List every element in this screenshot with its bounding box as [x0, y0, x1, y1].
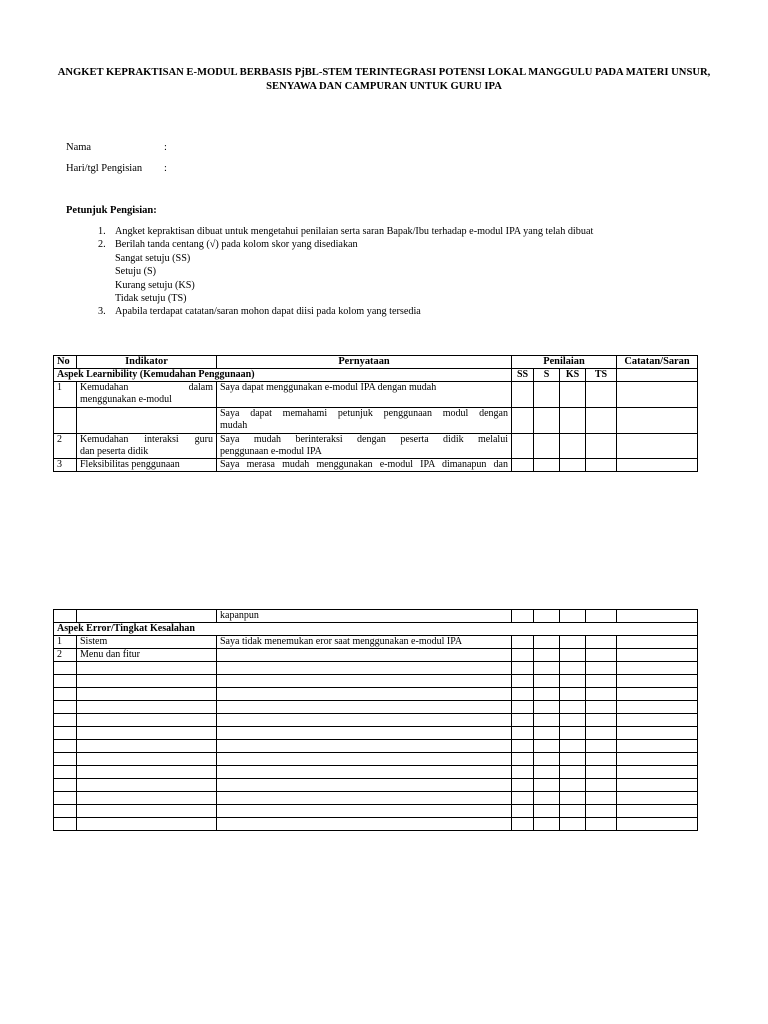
penilaian-header: Penilaian	[512, 356, 617, 369]
row-number	[54, 818, 77, 831]
empty-table-row	[54, 792, 698, 805]
ss-cell[interactable]	[512, 753, 534, 766]
empty-table-row	[54, 688, 698, 701]
ts-cell[interactable]	[586, 792, 617, 805]
catatan-cell[interactable]	[617, 740, 698, 753]
section-learnability: Aspek Learnibility (Kemudahan Penggunaan)	[54, 369, 512, 382]
pernyataan-cell	[217, 792, 512, 805]
catatan-cell[interactable]	[617, 779, 698, 792]
ts-cell[interactable]	[586, 434, 617, 459]
row-number	[54, 662, 77, 675]
ts-cell[interactable]	[586, 701, 617, 714]
catatan-cell[interactable]	[617, 408, 698, 434]
pernyataan-cell	[217, 753, 512, 766]
row-number: 1	[54, 382, 77, 408]
instructions-list	[66, 225, 746, 319]
ts-cell[interactable]	[586, 649, 617, 662]
catatan-cell[interactable]	[617, 766, 698, 779]
row-number	[54, 714, 77, 727]
ks-cell[interactable]	[560, 662, 586, 675]
questionnaire-table-part1	[53, 355, 698, 472]
row-number	[54, 779, 77, 792]
table-row	[54, 408, 698, 434]
ts-cell[interactable]	[586, 636, 617, 649]
catatan-cell[interactable]	[617, 459, 698, 472]
ss-cell[interactable]	[512, 688, 534, 701]
row-number	[54, 805, 77, 818]
ts-cell[interactable]	[586, 753, 617, 766]
row-number	[54, 675, 77, 688]
ss-cell[interactable]	[512, 408, 534, 434]
catatan-cell[interactable]	[617, 610, 698, 623]
ss-cell[interactable]	[512, 675, 534, 688]
ks-header: KS	[560, 369, 586, 382]
ks-cell[interactable]	[560, 714, 586, 727]
pernyataan-cell	[217, 779, 512, 792]
empty-table-row	[54, 701, 698, 714]
ss-cell[interactable]	[512, 434, 534, 459]
pernyataan-cell	[217, 701, 512, 714]
pernyataan-cell	[217, 727, 512, 740]
tanggal-field	[66, 163, 167, 174]
s-cell[interactable]	[534, 662, 560, 675]
table-row	[54, 382, 698, 408]
ts-cell[interactable]	[586, 779, 617, 792]
catatan-cell[interactable]	[617, 649, 698, 662]
instructions-heading: Petunjuk Pengisian:	[66, 205, 157, 216]
row-number: 3	[54, 459, 77, 472]
ts-cell[interactable]	[586, 727, 617, 740]
s-cell[interactable]	[534, 727, 560, 740]
ks-cell[interactable]	[560, 805, 586, 818]
section-row	[54, 369, 698, 382]
s-cell[interactable]	[534, 714, 560, 727]
indikator-cell	[77, 610, 217, 623]
ts-cell[interactable]	[586, 805, 617, 818]
page-title: ANGKET KEPRAKTISAN E-MODUL BERBASIS PjBL-STEM TERINTEGRASI POTENSI LOKAL MANGGULU PADA MATERI UNSUR, SENYAWA DAN CAMPURAN UNTUK GURU IPA	[57, 67, 711, 92]
pernyataan-cell	[217, 662, 512, 675]
no-header: No	[54, 356, 77, 369]
indikator-cell	[77, 766, 217, 779]
pernyataan-header: Pernyataan	[217, 356, 512, 369]
ks-cell[interactable]	[560, 610, 586, 623]
ss-cell[interactable]	[512, 779, 534, 792]
empty-table-row	[54, 727, 698, 740]
indikator-cell	[77, 714, 217, 727]
tanggal-label: Hari/tgl Pengisian	[66, 163, 143, 174]
s-cell[interactable]	[534, 459, 560, 472]
pernyataan-cell: Saya mudah berinteraksi dengan peserta didik melalui penggunaan e-modul IPA	[217, 434, 512, 459]
catatan-cell[interactable]	[617, 382, 698, 408]
ks-cell[interactable]	[560, 459, 586, 472]
instruction-item: Setuju (S)	[115, 266, 157, 278]
ks-cell[interactable]	[560, 382, 586, 408]
section-error: Aspek Error/Tingkat Kesalahan	[54, 623, 698, 636]
pernyataan-cell: Saya tidak menemukan eror saat menggunakan e-modul IPA	[217, 636, 512, 649]
s-cell[interactable]	[534, 740, 560, 753]
pernyataan-cell	[217, 740, 512, 753]
indikator-cell: Sistem	[77, 636, 217, 649]
s-cell[interactable]	[534, 792, 560, 805]
catatan-cell[interactable]	[617, 701, 698, 714]
pernyataan-cell	[217, 714, 512, 727]
indikator-cell	[77, 408, 217, 434]
instruction-item: 2. Berilah tanda centang (√) pada kolom skor yang disediakan	[98, 239, 358, 251]
ts-cell[interactable]	[586, 459, 617, 472]
s-cell[interactable]	[534, 766, 560, 779]
s-cell[interactable]	[534, 818, 560, 831]
instruction-item: 3. Apabila terdapat catatan/saran mohon dapat diisi pada kolom yang tersedia	[98, 306, 421, 318]
ss-cell[interactable]	[512, 459, 534, 472]
pernyataan-cell	[217, 675, 512, 688]
ss-cell[interactable]	[512, 792, 534, 805]
indikator-cell	[77, 675, 217, 688]
ts-cell[interactable]	[586, 610, 617, 623]
table-row	[54, 459, 698, 472]
ss-cell[interactable]	[512, 649, 534, 662]
indikator-cell	[77, 740, 217, 753]
s-cell[interactable]	[534, 688, 560, 701]
s-cell[interactable]	[534, 753, 560, 766]
catatan-cell[interactable]	[617, 434, 698, 459]
row-number: 2	[54, 434, 77, 459]
empty-table-row	[54, 753, 698, 766]
indikator-cell	[77, 818, 217, 831]
s-cell[interactable]	[534, 434, 560, 459]
ks-cell[interactable]	[560, 792, 586, 805]
ts-cell[interactable]	[586, 740, 617, 753]
indikator-cell	[77, 727, 217, 740]
nama-colon: :	[164, 142, 167, 153]
row-number	[54, 701, 77, 714]
empty-table-row	[54, 766, 698, 779]
pernyataan-cell	[217, 805, 512, 818]
catatan-cell[interactable]	[617, 818, 698, 831]
row-number	[54, 753, 77, 766]
ks-cell[interactable]	[560, 740, 586, 753]
pernyataan-cell	[217, 649, 512, 662]
s-cell[interactable]	[534, 649, 560, 662]
ts-cell[interactable]	[586, 675, 617, 688]
empty-table-row	[54, 818, 698, 831]
ss-header: SS	[512, 369, 534, 382]
pernyataan-cell	[217, 818, 512, 831]
ss-cell[interactable]	[512, 636, 534, 649]
ss-cell[interactable]	[512, 740, 534, 753]
row-number	[54, 740, 77, 753]
s-cell[interactable]	[534, 382, 560, 408]
ss-cell[interactable]	[512, 610, 534, 623]
table-header-row	[54, 356, 698, 369]
pernyataan-cell: Saya dapat menggunakan e-modul IPA dengan mudah	[217, 382, 512, 408]
ss-cell[interactable]	[512, 662, 534, 675]
catatan-cell[interactable]	[617, 753, 698, 766]
instruction-item: Kurang setuju (KS)	[115, 279, 195, 291]
ss-cell[interactable]	[512, 382, 534, 408]
indikator-cell	[77, 792, 217, 805]
instruction-item: Tidak setuju (TS)	[115, 293, 187, 305]
ks-cell[interactable]	[560, 766, 586, 779]
catatan-header: Catatan/Saran	[617, 356, 698, 369]
pernyataan-cell: Saya dapat memahami petunjuk penggunaan modul dengan mudah	[217, 408, 512, 434]
ts-cell[interactable]	[586, 766, 617, 779]
ss-cell[interactable]	[512, 727, 534, 740]
row-number	[54, 408, 77, 434]
empty-table-row	[54, 675, 698, 688]
ks-cell[interactable]	[560, 701, 586, 714]
ks-cell[interactable]	[560, 779, 586, 792]
s-cell[interactable]	[534, 408, 560, 434]
ss-cell[interactable]	[512, 818, 534, 831]
catatan-cell[interactable]	[617, 662, 698, 675]
table-row	[54, 434, 698, 459]
ks-cell[interactable]	[560, 753, 586, 766]
blank-rows	[54, 662, 698, 831]
s-cell[interactable]	[534, 779, 560, 792]
catatan-cell[interactable]	[617, 805, 698, 818]
ks-cell[interactable]	[560, 649, 586, 662]
s-cell[interactable]	[534, 701, 560, 714]
row-number: 2	[54, 649, 77, 662]
ks-cell[interactable]	[560, 727, 586, 740]
catatan-cell[interactable]	[617, 714, 698, 727]
ts-cell[interactable]	[586, 714, 617, 727]
ss-cell[interactable]	[512, 701, 534, 714]
row-number	[54, 727, 77, 740]
catatan-cell[interactable]	[617, 369, 698, 382]
s-cell[interactable]	[534, 805, 560, 818]
pernyataan-cell	[217, 688, 512, 701]
catatan-cell[interactable]	[617, 636, 698, 649]
row-number	[54, 688, 77, 701]
empty-table-row	[54, 805, 698, 818]
ts-cell[interactable]	[586, 408, 617, 434]
row-number	[54, 792, 77, 805]
ks-cell[interactable]	[560, 688, 586, 701]
table-row	[54, 610, 698, 623]
instruction-item: 1. Angket kepraktisan dibuat untuk mengetahui penilaian serta saran Bapak/Ibu terhadap e-modul IPA yang telah dibuat	[98, 226, 594, 237]
indikator-cell	[77, 805, 217, 818]
indikator-cell: Kemudahan dalam menggunakan e-modul	[77, 382, 217, 408]
catatan-cell[interactable]	[617, 727, 698, 740]
indikator-cell	[77, 662, 217, 675]
empty-table-row	[54, 740, 698, 753]
catatan-cell[interactable]	[617, 675, 698, 688]
indikator-cell	[77, 701, 217, 714]
pernyataan-cell: Saya merasa mudah menggunakan e-modul IPA dimanapun dan	[217, 459, 512, 472]
row-number	[54, 610, 77, 623]
ks-cell[interactable]	[560, 675, 586, 688]
ts-cell[interactable]	[586, 382, 617, 408]
empty-table-row	[54, 714, 698, 727]
instruction-item: Sangat setuju (SS)	[115, 252, 191, 264]
indikator-cell: Kemudahan interaksi guru dan peserta didik	[77, 434, 217, 459]
nama-field	[66, 142, 167, 153]
empty-table-row	[54, 662, 698, 675]
ts-cell[interactable]	[586, 662, 617, 675]
indikator-cell: Fleksibilitas penggunaan	[77, 459, 217, 472]
s-cell[interactable]	[534, 636, 560, 649]
catatan-cell[interactable]	[617, 792, 698, 805]
empty-table-row	[54, 779, 698, 792]
ts-cell[interactable]	[586, 818, 617, 831]
ks-cell[interactable]	[560, 818, 586, 831]
ks-cell[interactable]	[560, 636, 586, 649]
row-number	[54, 766, 77, 779]
ks-cell[interactable]	[560, 408, 586, 434]
table-row	[54, 636, 698, 649]
row-number: 1	[54, 636, 77, 649]
catatan-cell[interactable]	[617, 688, 698, 701]
indikator-cell	[77, 779, 217, 792]
ts-header: TS	[586, 369, 617, 382]
ss-cell[interactable]	[512, 805, 534, 818]
indikator-cell: Menu dan fitur	[77, 649, 217, 662]
table-row	[54, 649, 698, 662]
ss-cell[interactable]	[512, 714, 534, 727]
section-row	[54, 623, 698, 636]
indikator-cell	[77, 688, 217, 701]
ks-cell[interactable]	[560, 434, 586, 459]
ts-cell[interactable]	[586, 688, 617, 701]
pernyataan-cell	[217, 766, 512, 779]
nama-label: Nama	[66, 142, 92, 153]
tanggal-colon: :	[164, 163, 167, 174]
questionnaire-table-part2	[53, 609, 698, 831]
indikator-cell	[77, 753, 217, 766]
pernyataan-cell: kapanpun	[217, 610, 512, 623]
indikator-header: Indikator	[77, 356, 217, 369]
ss-cell[interactable]	[512, 766, 534, 779]
s-cell[interactable]	[534, 610, 560, 623]
s-header: S	[534, 369, 560, 382]
s-cell[interactable]	[534, 675, 560, 688]
